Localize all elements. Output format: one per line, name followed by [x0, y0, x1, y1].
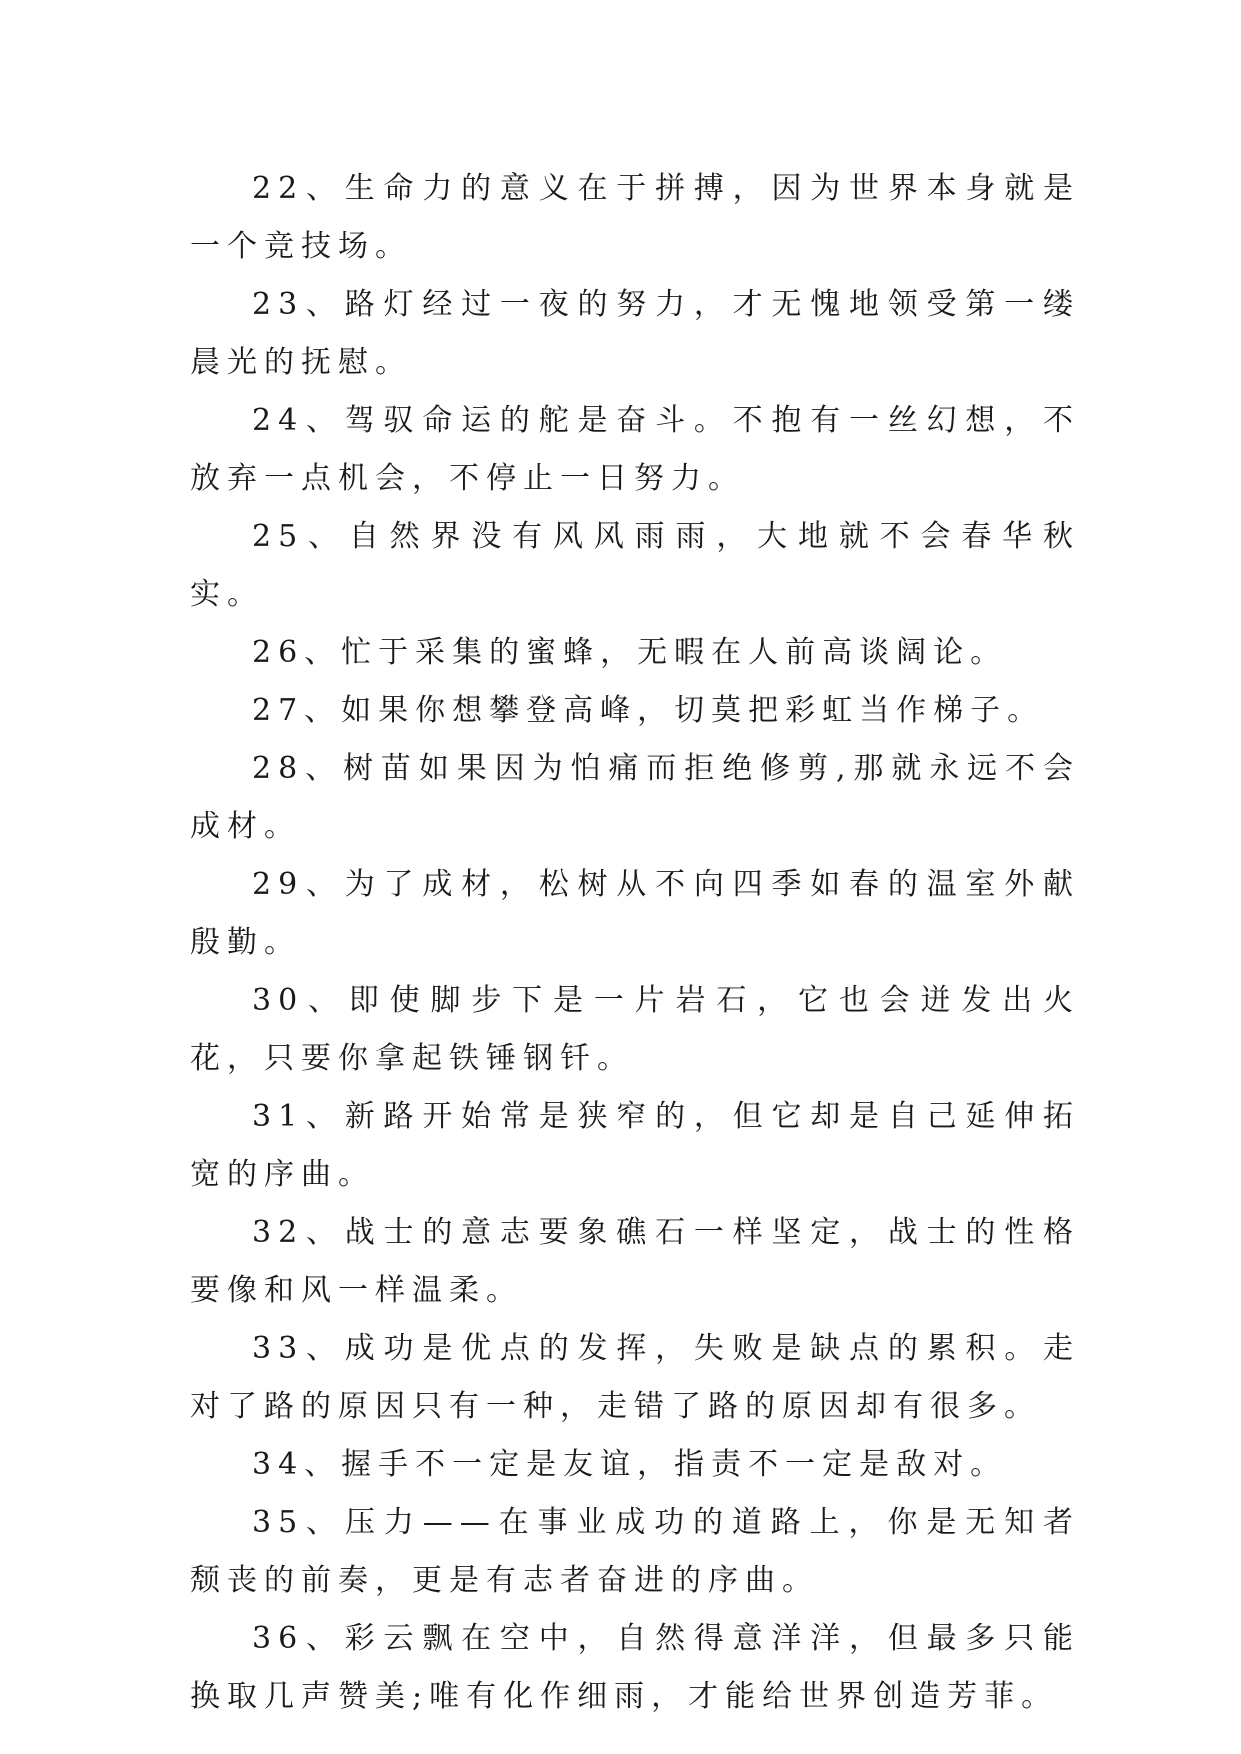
- paragraph-24: 24、驾驭命运的舵是奋斗。不抱有一丝幻想，不放弃一点机会，不停止一日努力。: [190, 403, 1080, 496]
- paragraph-23: 23、路灯经过一夜的努力，才无愧地领受第一缕晨光的抚慰。: [190, 287, 1080, 380]
- paragraph-28: 28、树苗如果因为怕痛而拒绝修剪,那就永远不会成材。: [190, 751, 1080, 844]
- paragraph-27: 27、如果你想攀登高峰，切莫把彩虹当作梯子。: [252, 693, 1045, 728]
- document-body: [190, 160, 1080, 1726]
- paragraph-33: 33、成功是优点的发挥，失败是缺点的累积。走对了路的原因只有一种，走错了路的原因却有很多。: [190, 1331, 1080, 1424]
- paragraph-26: 26、忙于采集的蜜蜂，无暇在人前高谈阔论。: [252, 635, 1008, 670]
- paragraph-25: 25、自然界没有风风雨雨，大地就不会春华秋实。: [190, 519, 1080, 612]
- paragraph-32: 32、战士的意志要象礁石一样坚定，战士的性格要像和风一样温柔。: [190, 1215, 1080, 1308]
- paragraph-29: 29、为了成材，松树从不向四季如春的温室外献殷勤。: [190, 867, 1080, 960]
- paragraph-35: 35、压力——在事业成功的道路上，你是无知者颓丧的前奏，更是有志者奋进的序曲。: [190, 1505, 1080, 1598]
- paragraph-30: 30、即使脚步下是一片岩石，它也会迸发出火花，只要你拿起铁锤钢钎。: [190, 983, 1080, 1076]
- paragraph-34: 34、握手不一定是友谊，指责不一定是敌对。: [252, 1447, 1008, 1482]
- paragraph-31: 31、新路开始常是狭窄的，但它却是自己延伸拓宽的序曲。: [190, 1099, 1080, 1192]
- paragraph-36: 36、彩云飘在空中，自然得意洋洋，但最多只能换取几声赞美;唯有化作细雨，才能给世界创造芳菲。: [190, 1621, 1080, 1714]
- paragraph-22: 22、生命力的意义在于拼搏，因为世界本身就是一个竞技场。: [190, 171, 1080, 264]
